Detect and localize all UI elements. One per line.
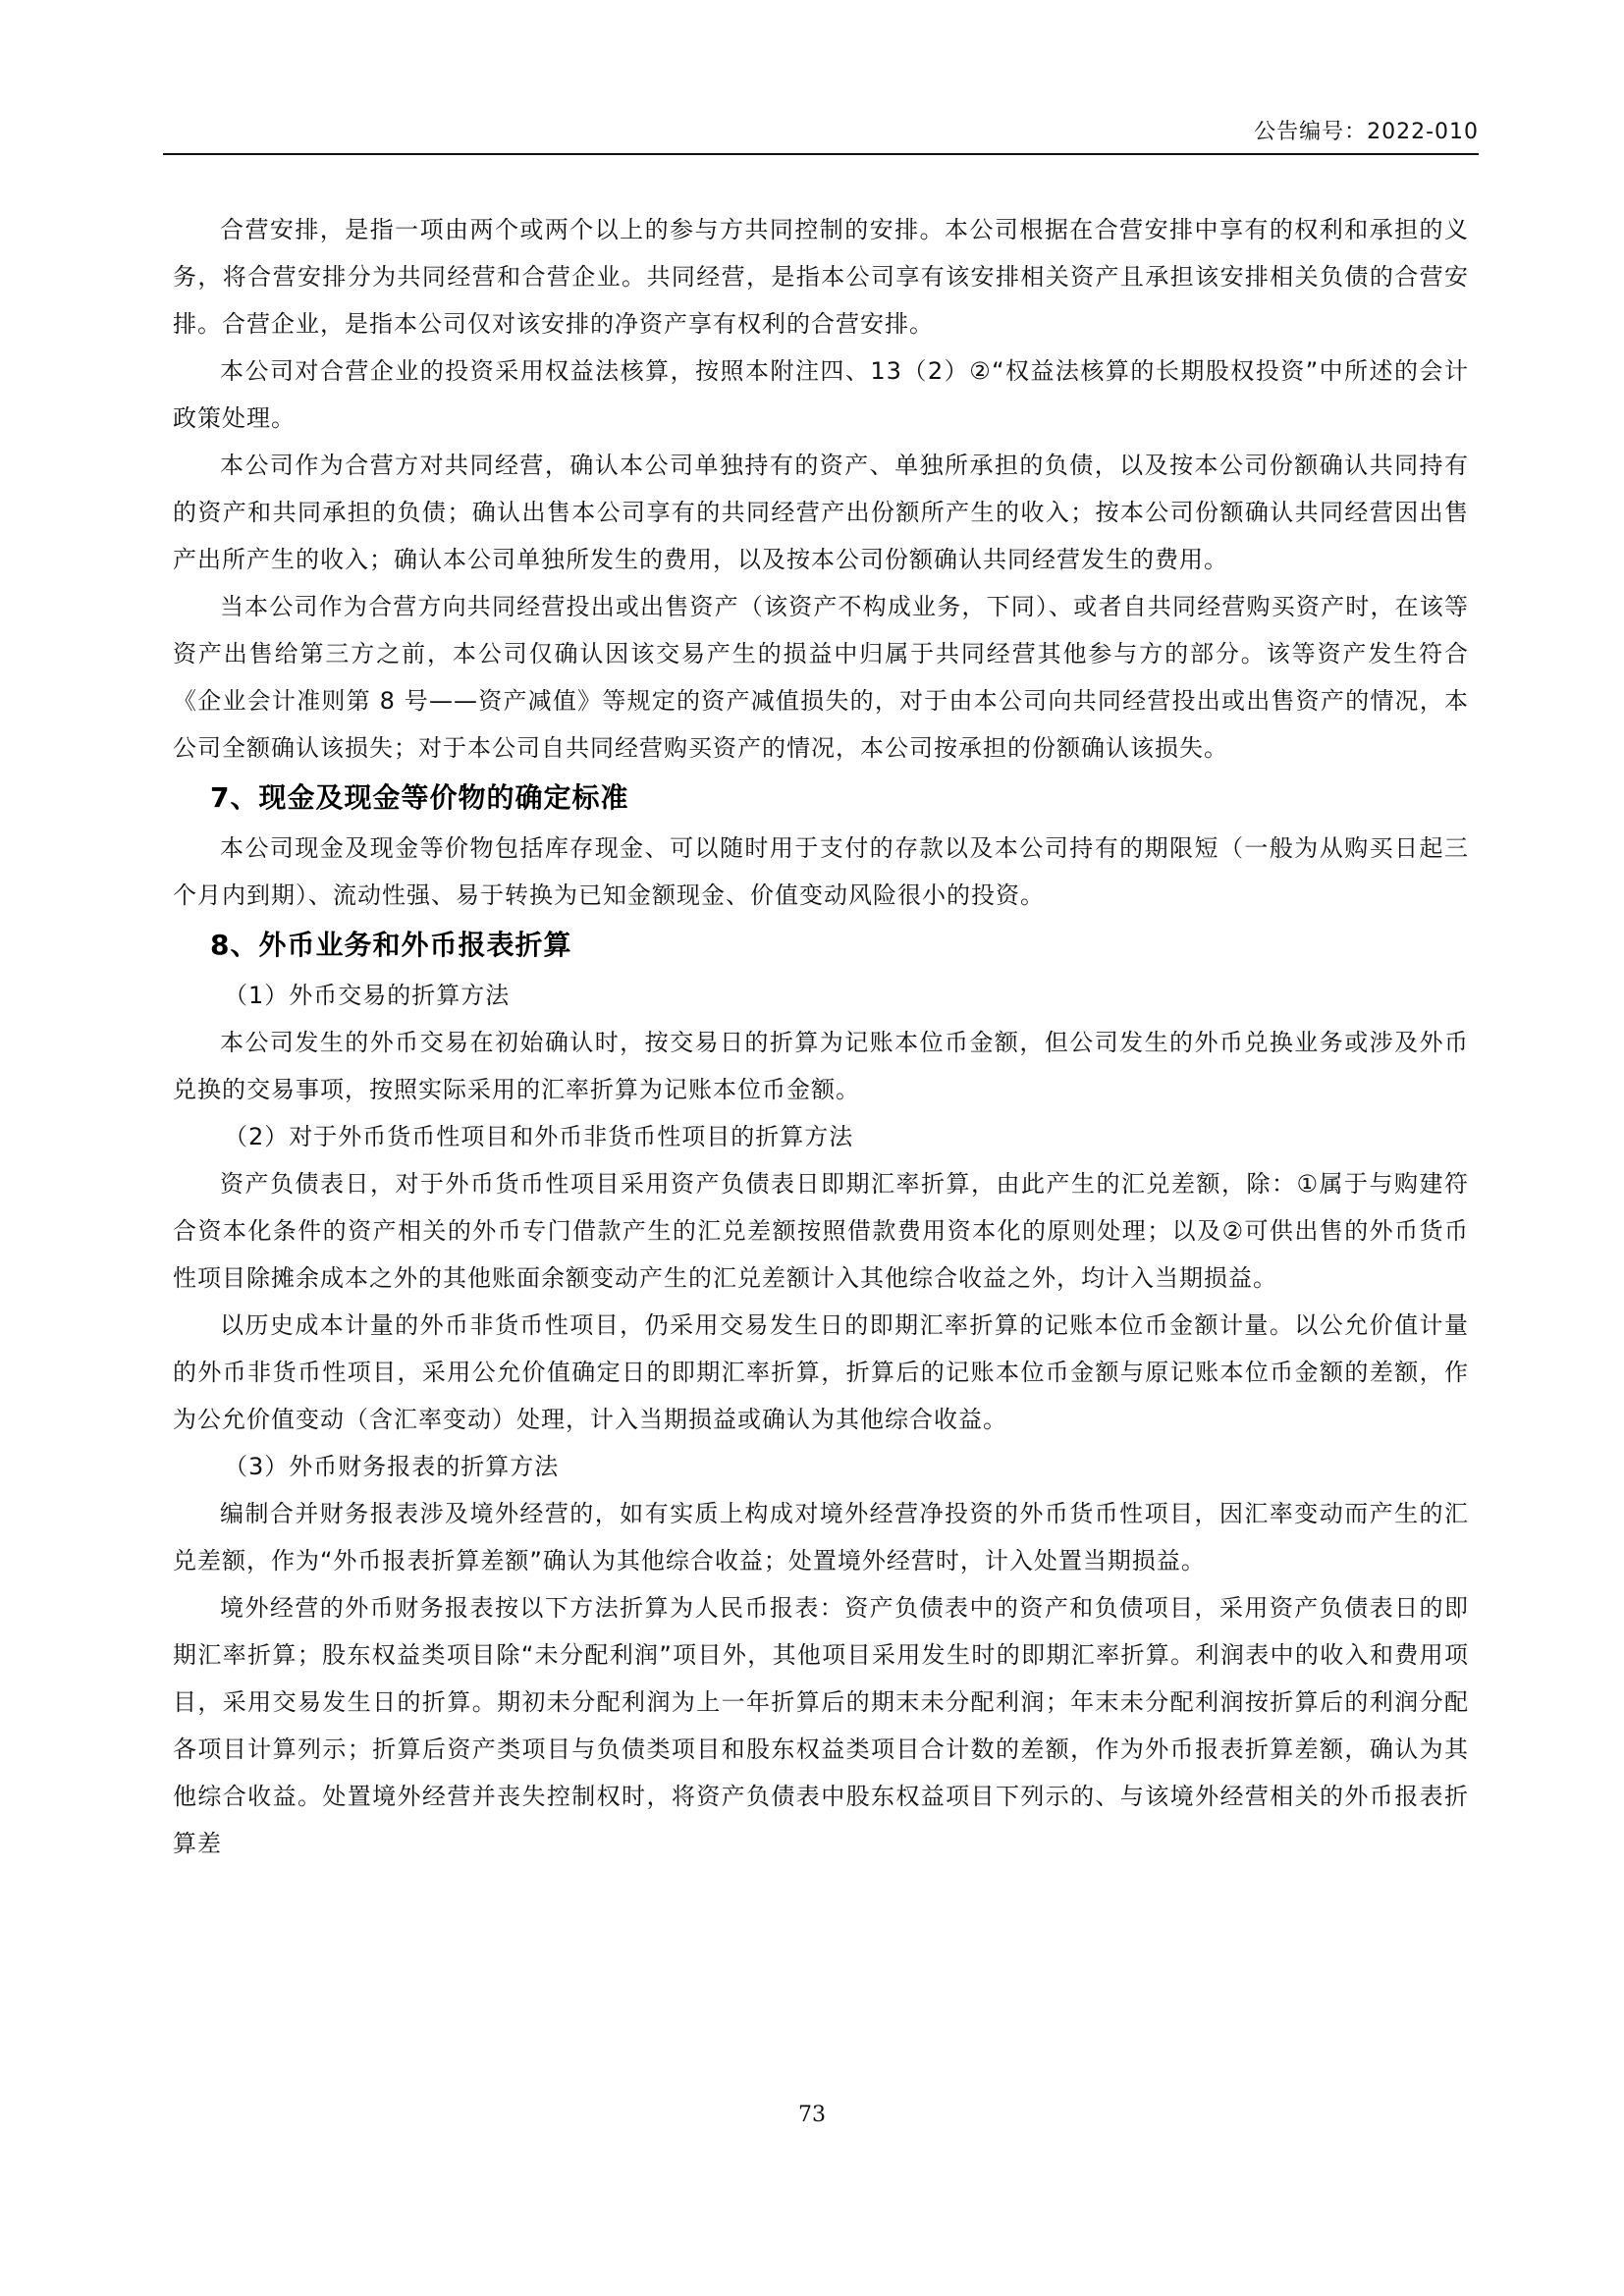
announcement-number: 公告编号：2022-010 — [1254, 120, 1479, 144]
subheading-foreign-currency-transactions: （1）外币交易的折算方法 — [224, 982, 511, 1009]
paragraph-foreign-operation-exchange-differences: 编制合并财务报表涉及境外经营的，如有实质上构成对境外经营净投资的外币货币性项目，因汇率变动而产生的汇兑差额，作为“外币报表折算差额”确认为其他综合收益；处置境外经营时，计入处置当期损益。 — [173, 1500, 1469, 1575]
subheading-monetary-items: （2）对于外币货币性项目和外币非货币性项目的折算方法 — [224, 1123, 854, 1150]
paragraph-translation-method: 境外经营的外币财务报表按以下方法折算为人民币报表：资产负债表中的资产和负债项目，采用资产负债表日的即期汇率折算；股东权益类项目除“未分配利润”项目外，其他项目采用发生时的即期汇率折算。利润表中的收入和费用项目，采用交易发生日的折算。期初未分配利润为上一年折算后的期末未分配利润；年末未分配利润按折算后的利润分配各项目计算列示；折算后资产类项目与负债类项目和股东权益类项目合计数的差额，作为外币报表折算差额，确认为其他综合收益。处置境外经营并丧失控制权时，将资产负债表中股东权益项目下列示的、与该境外经营相关的外币报表折算差 — [173, 1594, 1469, 1857]
page-header — [163, 110, 1479, 155]
paragraph-joint-venture-equity-method: 本公司对合营企业的投资采用权益法核算，按照本附注四、13（2）②“权益法核算的长期股权投资”中所述的会计政策处理。 — [173, 357, 1469, 432]
subheading-financial-statement-translation: （3）外币财务报表的折算方法 — [224, 1453, 560, 1480]
section-heading-cash-equivalents: 7、现金及现金等价物的确定标准 — [210, 781, 629, 814]
paragraph-joint-operation-recognition: 本公司作为合营方对共同经营，确认本公司单独持有的资产、单独所承担的负债，以及按本公司份额确认共同持有的资产和共同承担的负债；确认出售本公司享有的共同经营产出份额所产生的收入；按本公司份额确认共同经营因出售产出所产生的收入；确认本公司单独所发生的费用，以及按本公司份额确认共同经营发生的费用。 — [173, 452, 1469, 573]
document-body — [173, 206, 1469, 1867]
paragraph-joint-operation-asset-transactions: 当本公司作为合营方向共同经营投出或出售资产（该资产不构成业务，下同）、或者自共同经营购买资产时，在该等资产出售给第三方之前，本公司仅确认因该交易产生的损益中归属于共同经营其他参与方的部分。该等资产发生符合《企业会计准则第 8 号——资产减值》等规定的资产减值损失的，对于由本公司向共同经营投出或出售资产的情况，本公司全额确认该损失；对于本公司自共同经营购买资产的情况，本公司按承担的份额确认该损失。 — [173, 593, 1469, 762]
paragraph-monetary-items: 资产负债表日，对于外币货币性项目采用资产负债表日即期汇率折算，由此产生的汇兑差额，除：①属于与购建符合资本化条件的资产相关的外币专门借款产生的汇兑差额按照借款费用资本化的原则处理；以及②可供出售的外币货币性项目除摊余成本之外的其他账面余额变动产生的汇兑差额计入其他综合收益之外，均计入当期损益。 — [173, 1170, 1469, 1292]
paragraph-foreign-currency-transactions: 本公司发生的外币交易在初始确认时，按交易日的折算为记账本位币金额，但公司发生的外币兑换业务或涉及外币兑换的交易事项，按照实际采用的汇率折算为记账本位币金额。 — [173, 1029, 1469, 1103]
paragraph-non-monetary-items: 以历史成本计量的外币非货币性项目，仍采用交易发生日的即期汇率折算的记账本位币金额计量。以公允价值计量的外币非货币性项目，采用公允价值确定日的即期汇率折算，折算后的记账本位币金额与原记账本位币金额的差额，作为公允价值变动（含汇率变动）处理，计入当期损益或确认为其他综合收益。 — [173, 1311, 1469, 1433]
page-number: 73 — [798, 2103, 826, 2127]
section-heading-foreign-currency: 8、外币业务和外币报表折算 — [210, 929, 572, 961]
paragraph-cash-equivalents: 本公司现金及现金等价物包括库存现金、可以随时用于支付的存款以及本公司持有的期限短（一般为从购买日起三个月内到期）、流动性强、易于转换为已知金额现金、价值变动风险很小的投资。 — [173, 834, 1469, 909]
paragraph-joint-arrangement-definition: 合营安排，是指一项由两个或两个以上的参与方共同控制的安排。本公司根据在合营安排中享有的权利和承担的义务，将合营安排分为共同经营和合营企业。共同经营，是指本公司享有该安排相关资产且承担该安排相关负债的合营安排。合营企业，是指本公司仅对该安排的净资产享有权利的合营安排。 — [173, 216, 1469, 338]
